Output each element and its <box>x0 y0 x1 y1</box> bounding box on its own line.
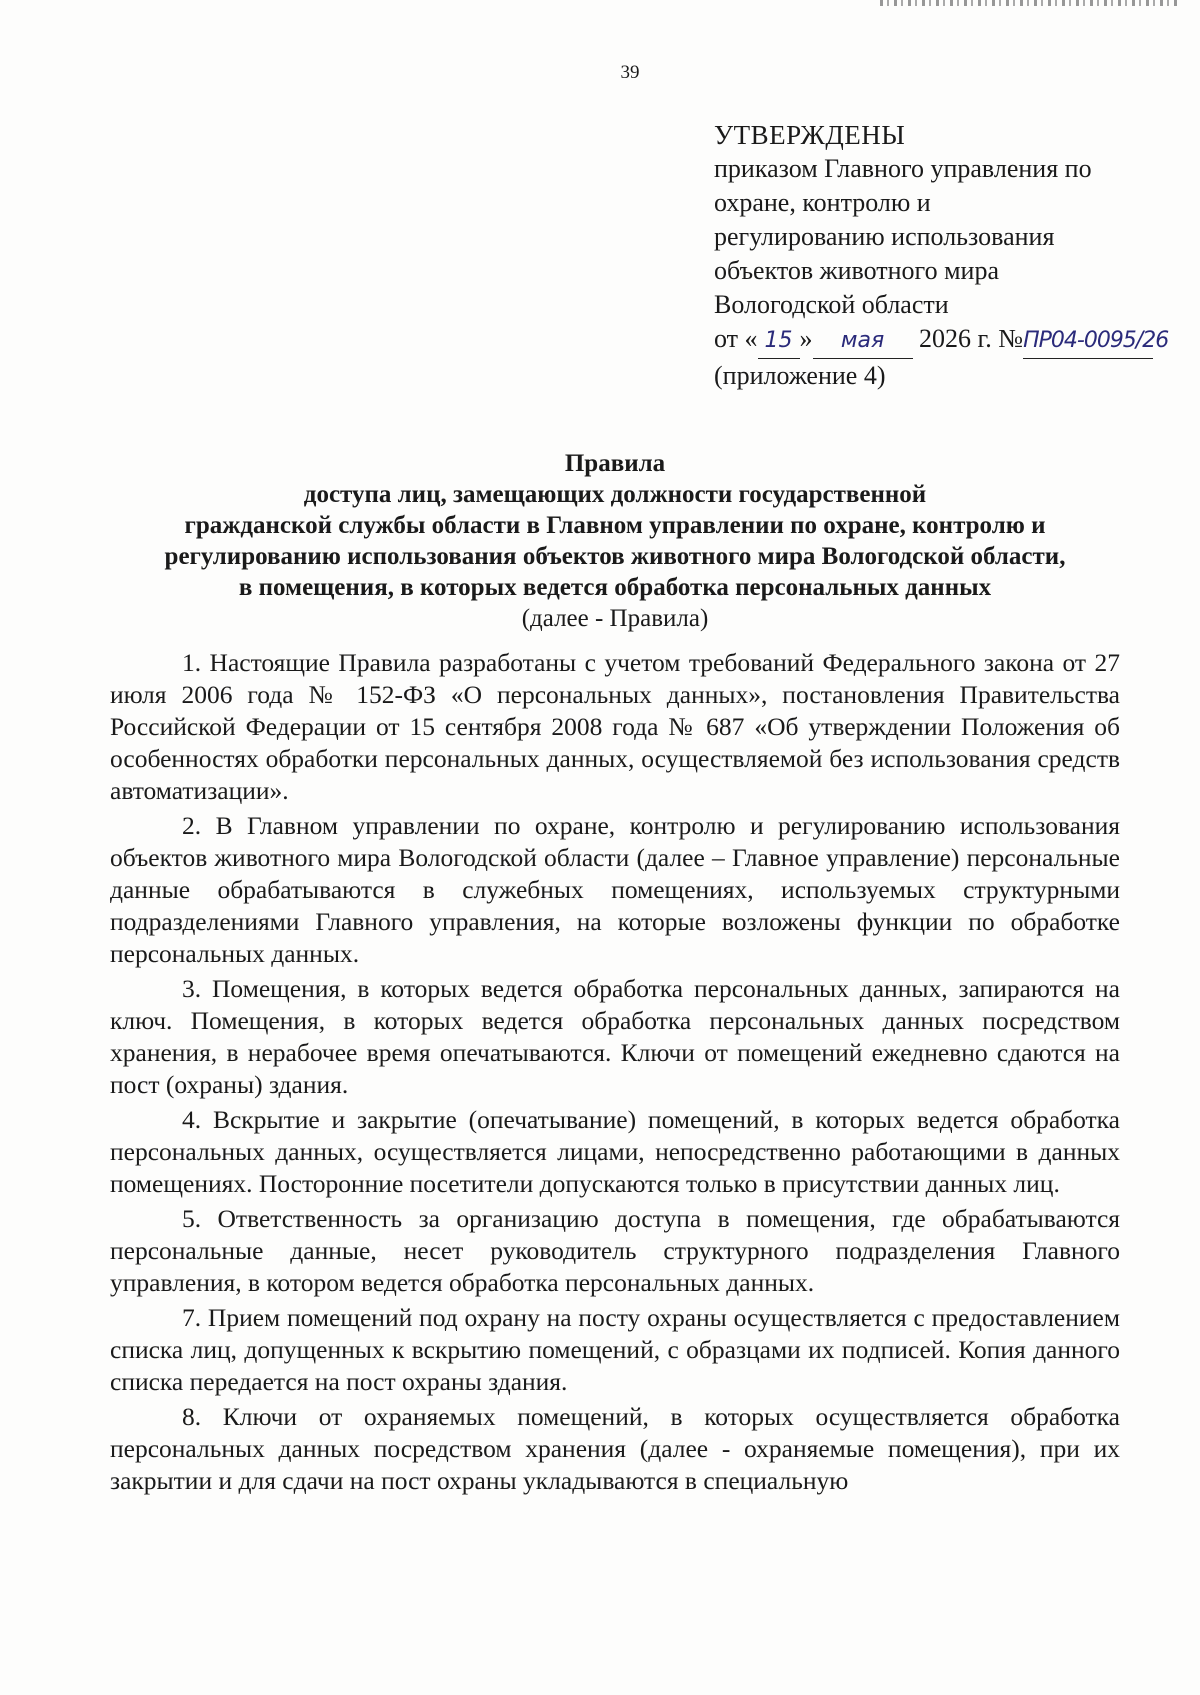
title-line-3: гражданской службы области в Главном управлении по охране, контролю и <box>184 512 1046 539</box>
date-prefix: от « <box>714 324 758 353</box>
handwritten-day: 15 <box>758 324 800 359</box>
paragraph-2: 2. В Главном управлении по охране, контролю и регулированию использования объектов животного мира Вологодской области (далее – Главное управление) персональные данные обрабатываются в служебных помещениях, используемых структурными подразделениями Главного управления, на которые возложены функции по обработке персональных данных. <box>110 811 1120 968</box>
approval-stamp-block <box>714 118 1184 393</box>
paragraph-5: 5. Ответственность за организацию доступа в помещения, где обрабатываются персональные данные, несет руководитель структурного подразделения Главного управления, в котором ведется обработка персональных данных. <box>110 1204 1120 1297</box>
approval-line-2: охране, контролю и <box>714 188 931 217</box>
paragraph-3: 3. Помещения, в которых ведется обработка персональных данных, запираются на ключ. Помещения, в которых ведется обработка персональных данных посредством хранения, в нерабочее время опечатываются. Ключи от помещений ежедневно сдаются на пост (охраны) здания. <box>110 974 1120 1099</box>
scan-artifact <box>880 0 1180 6</box>
document-body <box>110 647 1120 1500</box>
handwritten-order-number: ПР04-0095/26 <box>1023 324 1153 359</box>
approval-appendix: (приложение 4) <box>714 361 886 390</box>
handwritten-month: мая <box>813 324 913 359</box>
page-number: 39 <box>620 62 640 83</box>
approval-line-4: объектов животного мира <box>714 256 999 285</box>
document-title <box>110 448 1120 634</box>
approval-line-3: регулированию использования <box>714 222 1055 251</box>
approval-line-1: приказом Главного управления по <box>714 154 1092 183</box>
title-subtitle: (далее - Правила) <box>521 605 709 632</box>
paragraph-7: 7. Прием помещений под охрану на посту охраны осуществляется с предоставлением списка лиц, допущенных к вскрытию помещений, с образцами их подписей. Копия данного списка передается на пост охраны здания. <box>110 1303 1120 1396</box>
paragraph-4: 4. Вскрытие и закрытие (опечатывание) помещений, в которых ведется обработка персональных данных, осуществляется лицами, непосредственно работающими в данных помещениях. Посторонние посетители допускаются только в присутствии данных лиц. <box>110 1105 1120 1198</box>
title-line-1: Правила <box>564 450 666 477</box>
approval-heading: УТВЕРЖДЕНЫ <box>714 120 906 150</box>
title-line-4: регулированию использования объектов животного мира Вологодской области, <box>164 543 1066 570</box>
approval-line-5: Вологодской области <box>714 290 949 319</box>
approval-date-line <box>714 322 1184 359</box>
title-line-5: в помещения, в которых ведется обработка персональных данных <box>238 574 992 601</box>
paragraph-8: 8. Ключи от охраняемых помещений, в которых осуществляется обработка персональных данных посредством хранения (далее - охраняемые помещения), при их закрытии и для сдачи на пост охраны укладываются в специальную <box>110 1402 1120 1495</box>
paragraph-1: 1. Настоящие Правила разработаны с учетом требований Федерального закона от 27 июля 2006 года № 152-ФЗ «О персональных данных», постановления Правительства Российской Федерации от 15 сентября 2008 года № 687 «Об утверждении Положения об особенностях обработки персональных данных, осуществляемой без использования средств автоматизации». <box>110 648 1120 805</box>
date-mid: » <box>799 324 813 353</box>
date-year-number-label: 2026 г. № <box>919 324 1024 353</box>
title-line-2: доступа лиц, замещающих должности государственной <box>303 481 927 508</box>
